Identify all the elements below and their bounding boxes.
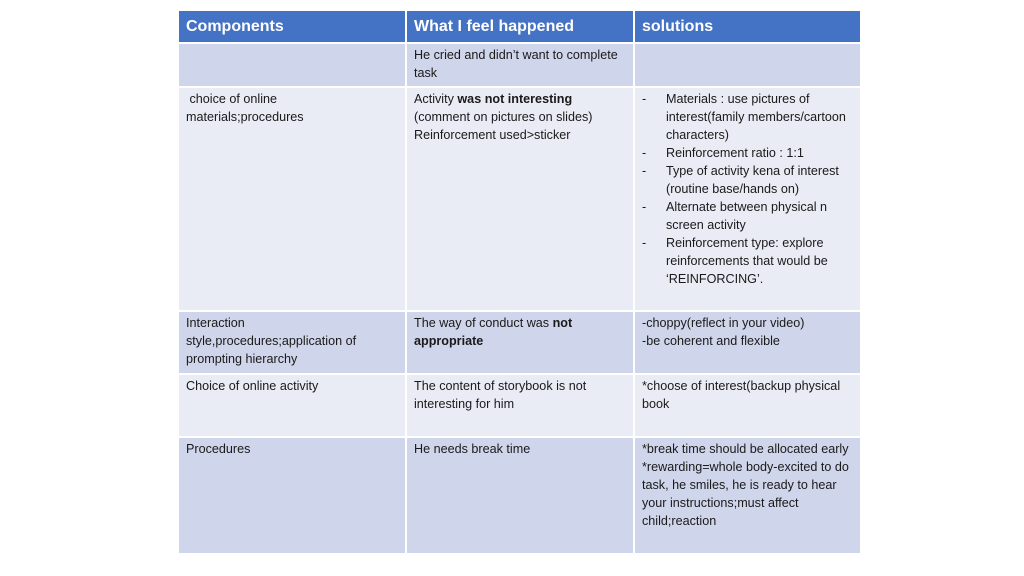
- happened-cell: [406, 437, 634, 554]
- solutions-cell: [634, 374, 861, 437]
- happened-cell: [406, 87, 634, 311]
- table-row: [178, 43, 861, 87]
- dash-bullet: -: [642, 146, 647, 160]
- component-cell: [178, 43, 406, 87]
- dash-bullet: -: [642, 236, 647, 250]
- dash-bullet: -: [642, 200, 647, 214]
- solutions-cell: [634, 311, 861, 374]
- list-item: [642, 234, 853, 288]
- component-cell: choice of online materials;procedures: [178, 87, 406, 311]
- table-row: [178, 374, 861, 437]
- dash-bullet: -: [642, 92, 647, 106]
- happened-emphasis: not appropriate: [414, 316, 573, 348]
- happened-cell: [406, 311, 634, 374]
- solution-text: Alternate between physical n screen activity: [666, 200, 828, 232]
- solutions-cell: [634, 437, 861, 554]
- happened-text-continued: (comment on pictures on slides) Reinforcement used>sticker: [414, 110, 593, 142]
- solution-text: Materials : use pictures of interest(family members/cartoon characters): [666, 92, 846, 142]
- happened-text: Activity: [414, 92, 458, 106]
- header-components: Components: [178, 11, 406, 43]
- reflection-table: [177, 11, 862, 555]
- component-cell: Procedures: [178, 437, 406, 554]
- happened-text: He needs break time: [414, 442, 531, 456]
- list-item: [642, 90, 853, 144]
- list-item: [642, 198, 853, 234]
- solution-text: *rewarding=whole body-excited to do task, he smiles, he is ready to hear your instructions;must affect child;reaction: [642, 460, 849, 528]
- happened-text: He cried and didn’t want to complete task: [414, 48, 618, 80]
- happened-emphasis: was not interesting: [457, 92, 573, 106]
- happened-text: The way of conduct was: [414, 316, 553, 330]
- list-item: [642, 162, 853, 198]
- solutions-cell: [634, 43, 861, 87]
- component-cell: Choice of online activity: [178, 374, 406, 437]
- solution-text: -be coherent and flexible: [642, 334, 780, 348]
- solution-text: *break time should be allocated early: [642, 442, 849, 456]
- table-row: [178, 437, 861, 554]
- happened-cell: [406, 374, 634, 437]
- happened-text: The content of storybook is not interesting for him: [414, 379, 587, 411]
- table-row: [178, 87, 861, 311]
- header-row: [178, 11, 861, 43]
- solution-text: Reinforcement type: explore reinforcements that would be ‘REINFORCING’.: [666, 236, 828, 286]
- solution-text: -choppy(reflect in your video): [642, 316, 805, 330]
- header-what-happened: What I feel happened: [406, 11, 634, 43]
- solution-text: Type of activity kena of interest (routine base/hands on): [666, 164, 839, 196]
- header-solutions: solutions: [634, 11, 861, 43]
- solutions-cell: [634, 87, 861, 311]
- solution-text: Reinforcement ratio : 1:1: [666, 146, 804, 160]
- list-item: [642, 144, 853, 162]
- solution-text: *choose of interest(backup physical book: [642, 379, 841, 411]
- table-row: [178, 311, 861, 374]
- solutions-list: [642, 90, 853, 288]
- dash-bullet: -: [642, 164, 647, 178]
- component-cell: Interaction style,procedures;application of prompting hierarchy: [178, 311, 406, 374]
- happened-cell: [406, 43, 634, 87]
